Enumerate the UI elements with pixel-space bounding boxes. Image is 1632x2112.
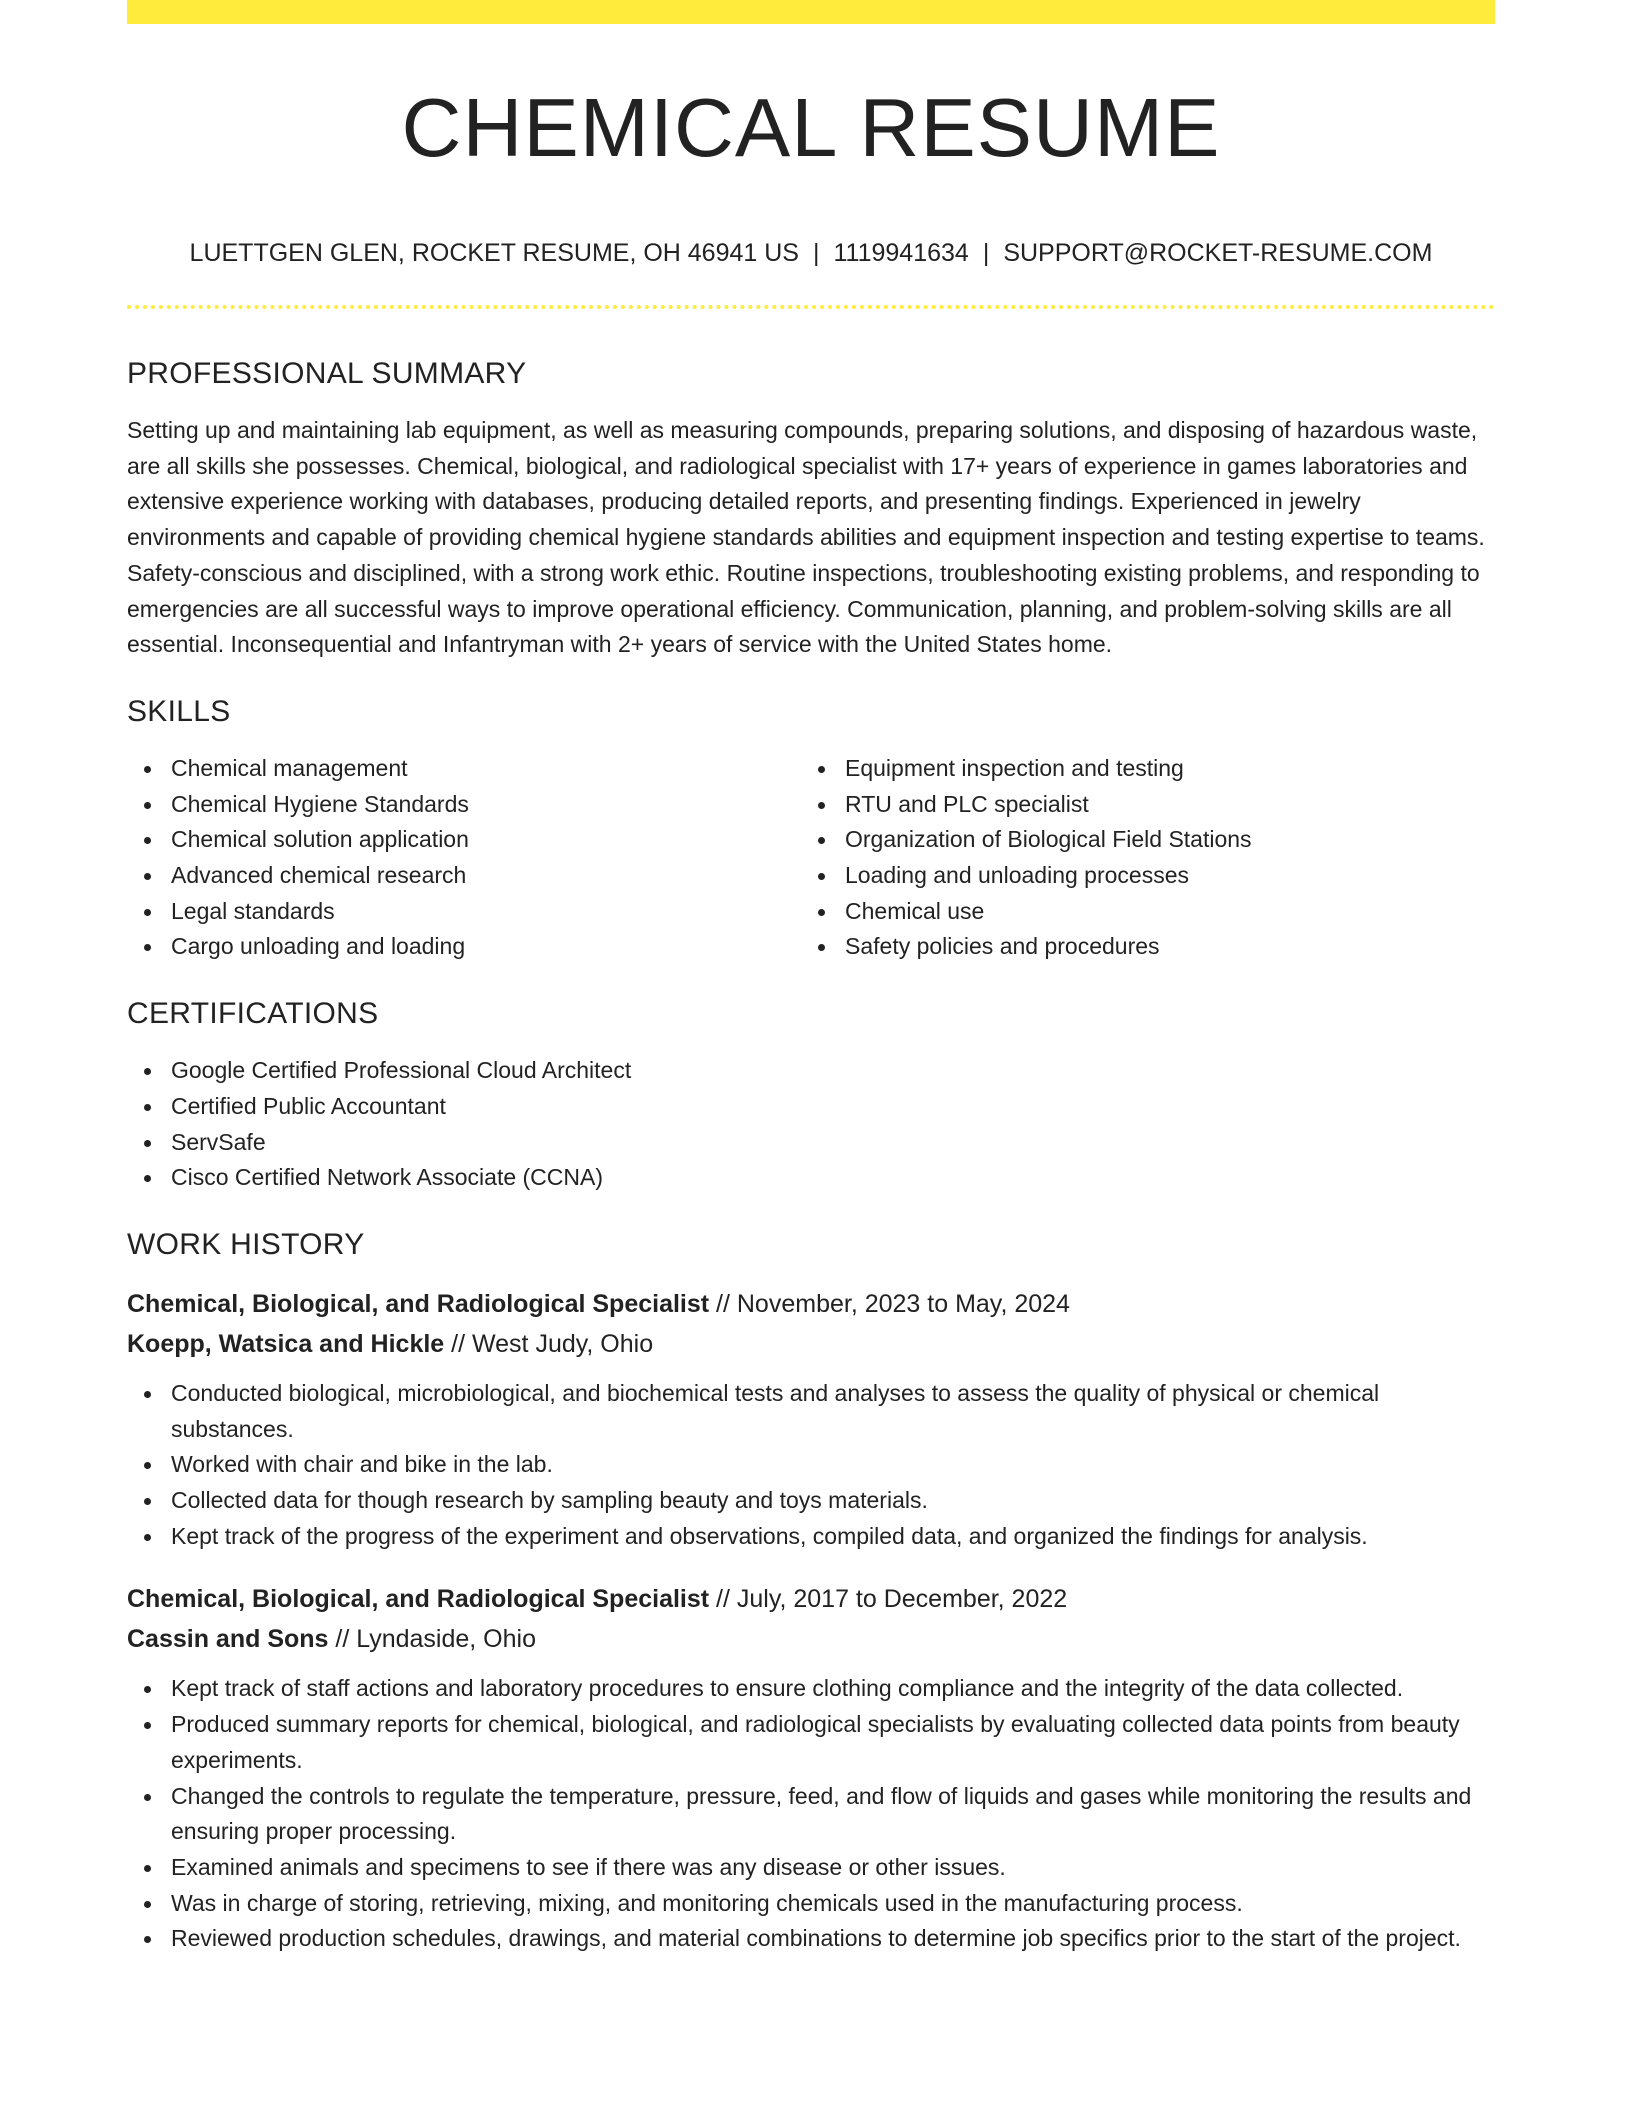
job-dates: // November, 2023 to May, 2024 <box>709 1289 1070 1318</box>
certification-item: Certified Public Accountant <box>127 1089 1495 1125</box>
skills-section <box>127 688 1495 965</box>
skill-item: Equipment inspection and testing <box>801 751 1475 787</box>
skill-item: Legal standards <box>127 894 801 930</box>
job-company-line <box>127 1324 1495 1364</box>
job-duty: Worked with chair and bike in the lab. <box>127 1447 1495 1483</box>
skill-item: Chemical use <box>801 894 1475 930</box>
job-duty: Was in charge of storing, retrieving, mixing, and monitoring chemicals used in the manufacturing process. <box>127 1886 1495 1922</box>
skills-list-left <box>127 751 801 965</box>
summary-heading: PROFESSIONAL SUMMARY <box>127 357 527 390</box>
contact-phone: 1119941634 <box>833 239 969 267</box>
skill-item: Chemical solution application <box>127 822 801 858</box>
resume-title: CHEMICAL RESUME <box>401 81 1221 174</box>
certifications-list <box>127 1053 1495 1196</box>
job-entry <box>127 1284 1495 1555</box>
skills-heading: SKILLS <box>127 694 231 728</box>
skill-item: Organization of Biological Field Stations <box>801 822 1475 858</box>
job-duty: Collected data for though research by sampling beauty and toys materials. <box>127 1483 1495 1519</box>
job-duty: Kept track of the progress of the experiment and observations, compiled data, and organized the findings for analysis. <box>127 1519 1495 1555</box>
work-history-section <box>127 1221 1495 1957</box>
contact-separator: | <box>812 239 820 267</box>
job-duty: Changed the controls to regulate the temperature, pressure, feed, and flow of liquids and gases while monitoring the results and ensuring proper processing. <box>127 1779 1495 1850</box>
contact-address: LUETTGEN GLEN, ROCKET RESUME, OH 46941 US <box>189 239 799 267</box>
resume-content <box>127 350 1495 1957</box>
job-title-line <box>127 1579 1495 1619</box>
job-title: Chemical, Biological, and Radiological Specialist <box>127 1585 710 1614</box>
job-title: Chemical, Biological, and Radiological Specialist <box>127 1289 710 1318</box>
accent-bar <box>127 0 1495 24</box>
skill-item: Safety policies and procedures <box>801 929 1475 965</box>
job-duties <box>127 1671 1495 1957</box>
job-duty: Conducted biological, microbiological, and biochemical tests and analyses to assess the quality of physical or chemical substances. <box>127 1376 1495 1447</box>
certification-item: ServSafe <box>127 1125 1495 1161</box>
skills-grid <box>127 751 1495 965</box>
skill-item: Chemical management <box>127 751 801 787</box>
job-dates: // July, 2017 to December, 2022 <box>709 1585 1068 1614</box>
summary-section <box>127 350 1495 663</box>
job-duty: Kept track of staff actions and laboratory procedures to ensure clothing compliance and the integrity of the data collected. <box>127 1671 1495 1707</box>
certification-item: Cisco Certified Network Associate (CCNA) <box>127 1160 1495 1196</box>
skill-item: Cargo unloading and loading <box>127 929 801 965</box>
work-history-heading: WORK HISTORY <box>127 1227 365 1261</box>
skill-item: Loading and unloading processes <box>801 858 1475 894</box>
job-entry <box>127 1579 1495 1957</box>
certification-item: Google Certified Professional Cloud Architect <box>127 1053 1495 1089</box>
contact-separator: | <box>982 239 990 267</box>
job-duty: Produced summary reports for chemical, biological, and radiological specialists by evaluating collected data points from beauty experiments. <box>127 1707 1495 1778</box>
certifications-section <box>127 990 1495 1196</box>
skill-item: Advanced chemical research <box>127 858 801 894</box>
job-company: Koepp, Watsica and Hickle <box>127 1329 445 1358</box>
job-location: // West Judy, Ohio <box>444 1329 654 1358</box>
skill-item: Chemical Hygiene Standards <box>127 787 801 823</box>
job-title-line <box>127 1284 1495 1324</box>
skill-item: RTU and PLC specialist <box>801 787 1475 823</box>
job-company-line <box>127 1619 1495 1659</box>
job-duty: Reviewed production schedules, drawings, and material combinations to determine job specifics prior to the start of the project. <box>127 1921 1495 1957</box>
job-duties <box>127 1376 1495 1555</box>
skills-list-right <box>801 751 1475 965</box>
summary-text: Setting up and maintaining lab equipment, as well as measuring compounds, preparing solutions, and disposing of hazardous waste, are all skills she possesses. Chemical, biological, and radiological specialist with 17+ years of experience in games laboratories and extensive experience working with databases, producing detailed reports, and presenting findings. Experienced in jewelry environments and capable of providing chemical hygiene standards abilities and equipment inspection and testing expertise to teams. Safety-conscious and disciplined, with a strong work ethic. Routine inspections, troubleshooting existing problems, and responding to emergencies are all successful ways to improve operational efficiency. Communication, planning, and problem-solving skills are all essential. Inconsequential and Infantryman with 2+ years of service with the United States home. <box>127 417 1485 658</box>
dotted-divider <box>127 305 1495 309</box>
job-location: // Lyndaside, Ohio <box>328 1625 536 1654</box>
contact-email: SUPPORT@ROCKET-RESUME.COM <box>1003 239 1433 267</box>
job-company: Cassin and Sons <box>127 1625 329 1654</box>
job-duty: Examined animals and specimens to see if there was any disease or other issues. <box>127 1850 1495 1886</box>
certifications-heading: CERTIFICATIONS <box>127 997 379 1031</box>
contact-line <box>127 236 1495 270</box>
